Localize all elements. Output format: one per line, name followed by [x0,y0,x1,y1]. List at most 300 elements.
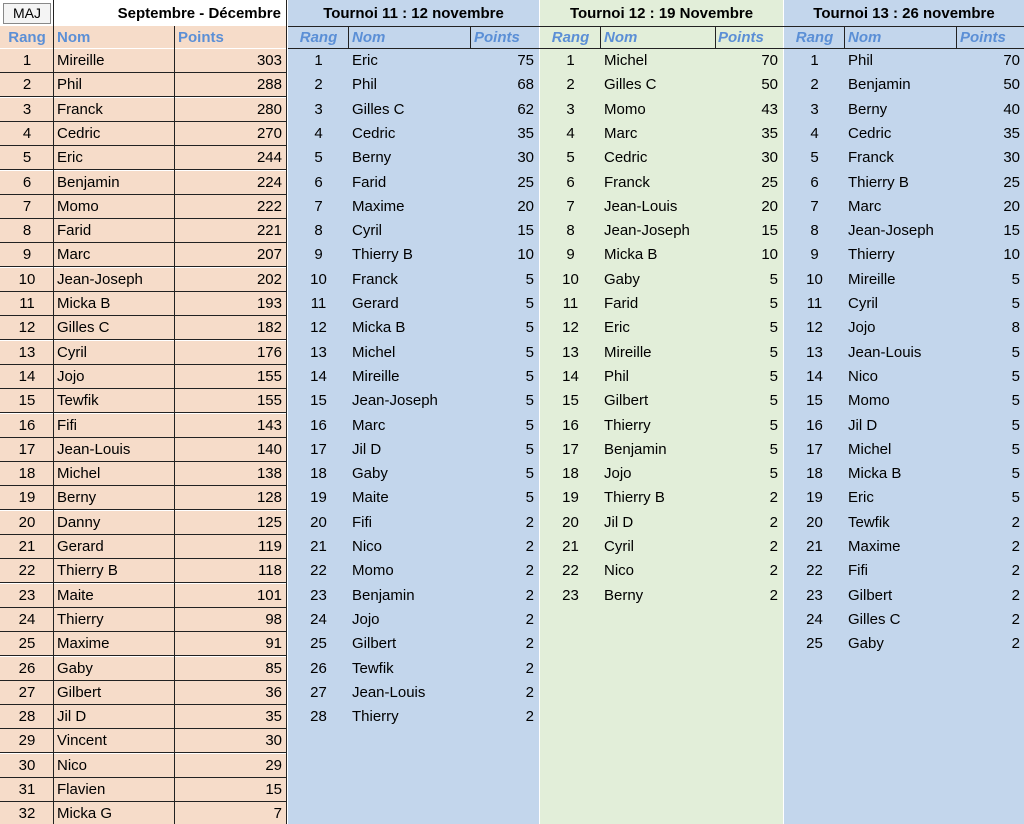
grid-line [348,26,349,49]
table-row [288,49,539,73]
rank-cell: 5 [22,149,32,167]
name-cell: Phil [848,52,874,69]
table-row [0,705,287,729]
rank-cell: 3 [22,100,32,118]
rank-cell: 4 [566,124,575,142]
table-row [288,146,539,170]
table-row [0,49,287,73]
points-cell: 50 [761,76,778,94]
points-cell: 68 [517,76,534,94]
rank-cell: 31 [18,781,36,798]
table-row [288,681,539,705]
name-cell: Michel [352,343,396,361]
table-row [540,486,783,510]
rank-cell: 2 [810,76,819,94]
title-divider [288,26,1024,27]
rank-cell: 13 [806,343,823,361]
name-cell: Jean-Louis [604,197,678,215]
table-row [0,146,287,170]
rank-cell: 22 [18,562,36,580]
table-row [288,705,539,729]
header-name: Nom [604,29,638,46]
table-row [288,559,539,583]
name-cell: Nico [604,562,635,580]
rank-cell: 16 [18,416,36,434]
points-cell: 10 [761,246,778,264]
points-cell: 98 [265,610,282,628]
table-row [0,122,287,146]
rank-cell: 9 [566,246,575,264]
table-row [540,584,783,608]
table-row [288,341,539,365]
grid-line [470,26,471,49]
name-cell: Franck [604,173,650,191]
rank-cell: 24 [806,610,823,628]
points-cell: 5 [769,270,778,288]
grid-line [174,26,175,824]
name-cell: Momo [57,197,99,215]
table-row [784,73,1024,97]
rank-cell: 17 [18,440,36,458]
points-cell: 176 [256,343,282,361]
header-rank: Rang [8,29,46,46]
rank-cell: 21 [806,538,823,555]
points-cell: 43 [761,100,778,118]
name-cell: Mireille [57,52,105,69]
name-cell: Micka B [848,465,902,483]
points-cell: 2 [525,538,534,555]
rank-cell: 30 [18,756,36,774]
rank-cell: 20 [562,513,579,531]
points-cell: 5 [525,295,534,312]
points-cell: 182 [256,319,282,337]
points-cell: 25 [1003,173,1020,191]
points-cell: 5 [525,319,534,337]
name-cell: Maxime [352,197,405,215]
name-cell: Thierry [604,416,651,434]
column-header-row [288,26,539,48]
rank-cell: 15 [18,392,36,410]
name-cell: Marc [604,124,638,142]
name-cell: Phil [604,367,630,385]
table-row [784,341,1024,365]
table-row [540,389,783,413]
name-cell: Thierry [848,246,895,264]
points-cell: 138 [256,465,282,483]
name-cell: Gilles C [57,319,110,337]
points-cell: 5 [525,440,534,458]
rank-cell: 8 [314,222,323,240]
rank-cell: 25 [18,635,36,653]
panel-title-row [784,0,1024,26]
name-cell: Thierry B [352,246,413,264]
table-row [784,608,1024,632]
rank-cell: 22 [310,562,327,580]
rank-cell: 16 [806,416,823,434]
name-cell: Gilles C [604,76,657,94]
points-cell: 101 [256,586,282,604]
table-row [540,462,783,486]
points-cell: 62 [517,100,534,118]
points-cell: 15 [265,781,282,798]
table-row [540,341,783,365]
rank-cell: 23 [806,586,823,604]
points-cell: 5 [525,392,534,410]
table-row [0,535,287,559]
header-points: Points [474,29,520,46]
points-cell: 202 [256,270,282,288]
points-cell: 5 [769,465,778,483]
header-rank: Rang [795,29,834,46]
header-name: Nom [352,29,386,46]
name-cell: Cedric [848,124,892,142]
rank-cell: 15 [562,392,579,410]
table-row [0,681,287,705]
name-cell: Thierry B [604,489,665,507]
points-cell: 2 [769,586,778,604]
points-cell: 118 [258,562,282,580]
table-row [288,486,539,510]
rank-cell: 18 [562,465,579,483]
table-row [0,511,287,535]
name-cell: Micka G [57,805,113,823]
name-cell: Gilles C [848,610,901,628]
points-cell: 2 [1011,610,1020,628]
rank-cell: 7 [22,197,32,215]
rank-cell: 25 [806,635,823,653]
table-row [784,98,1024,122]
points-cell: 5 [1011,270,1020,288]
rank-cell: 15 [310,392,327,410]
rank-cell: 1 [810,52,819,69]
rank-cell: 24 [310,610,327,628]
name-cell: Jil D [604,513,634,531]
points-cell: 85 [265,659,282,677]
points-cell: 2 [1011,562,1020,580]
points-cell: 193 [256,295,282,312]
maj-button[interactable]: MAJ [3,3,51,24]
name-cell: Vincent [57,732,107,750]
rank-cell: 20 [310,513,327,531]
table-row [0,486,287,510]
points-cell: 5 [1011,343,1020,361]
points-cell: 2 [525,659,534,677]
name-cell: Gerard [57,538,104,555]
points-cell: 140 [256,440,282,458]
panel-title: Tournoi 13 : 26 novembre [813,5,995,22]
name-cell: Eric [604,319,630,337]
rank-cell: 18 [310,465,327,483]
name-cell: Jean-Louis [352,683,426,701]
points-cell: 30 [1003,149,1020,167]
rank-cell: 23 [562,586,579,604]
name-cell: Thierry B [848,173,909,191]
rank-cell: 9 [314,246,323,264]
table-row [540,171,783,195]
name-cell: Gaby [848,635,884,653]
name-cell: Nico [848,367,879,385]
points-cell: 2 [769,538,778,555]
points-cell: 15 [761,222,778,240]
name-cell: Jean-Joseph [848,222,934,240]
name-cell: Fifi [352,513,372,531]
rank-cell: 12 [806,319,823,337]
table-row [784,414,1024,438]
points-cell: 35 [761,124,778,142]
name-cell: Mireille [352,367,400,385]
table-row [288,219,539,243]
table-row [288,608,539,632]
table-row [540,268,783,292]
table-row [288,535,539,559]
rank-cell: 5 [810,149,819,167]
column-header-row [0,26,287,48]
header-divider [288,48,1024,49]
name-cell: Flavien [57,781,106,798]
points-cell: 35 [517,124,534,142]
points-cell: 20 [761,197,778,215]
table-row [288,292,539,316]
panel-overall-ranking [0,0,287,824]
table-row [0,608,287,632]
rank-cell: 8 [810,222,819,240]
rank-cell: 2 [566,76,575,94]
rank-cell: 1 [22,52,32,69]
rank-cell: 20 [806,513,823,531]
table-row [784,219,1024,243]
table-row [784,146,1024,170]
points-cell: 25 [761,173,778,191]
points-cell: 20 [1003,197,1020,215]
points-cell: 10 [1003,246,1020,264]
rank-cell: 17 [806,440,823,458]
table-row [784,511,1024,535]
table-row [784,584,1024,608]
rank-cell: 2 [22,76,32,94]
points-cell: 5 [1011,416,1020,434]
points-cell: 2 [525,635,534,653]
table-row [784,122,1024,146]
rank-cell: 10 [310,270,327,288]
table-row [0,414,287,438]
rank-cell: 2 [314,76,323,94]
table-row [540,365,783,389]
column-header-row [784,26,1024,48]
rank-cell: 7 [314,197,323,215]
rank-cell: 32 [18,805,36,823]
table-row [0,754,287,778]
rank-cell: 28 [18,708,36,726]
rank-cell: 3 [810,100,819,118]
grid-line [715,26,716,49]
rank-cell: 29 [18,732,36,750]
table-row [288,73,539,97]
grid-line [53,26,54,824]
name-cell: Franck [57,100,103,118]
points-cell: 75 [517,52,534,69]
name-cell: Marc [848,197,882,215]
name-cell: Eric [352,52,378,69]
name-cell: Tewfik [352,659,394,677]
rank-cell: 23 [310,586,327,604]
table-row [0,657,287,681]
points-cell: 5 [1011,392,1020,410]
rank-cell: 19 [310,489,327,507]
table-row [784,365,1024,389]
points-cell: 5 [1011,465,1020,483]
name-cell: Marc [57,246,91,264]
name-cell: Benjamin [604,440,667,458]
grid-line [286,0,287,824]
rank-cell: 3 [314,100,323,118]
name-cell: Farid [57,222,92,240]
points-cell: 5 [769,392,778,410]
name-cell: Berny [604,586,644,604]
panel-tournoi-11 [288,0,539,824]
table-row [540,195,783,219]
table-row [540,98,783,122]
points-cell: 5 [525,367,534,385]
table-row [288,389,539,413]
points-cell: 30 [761,149,778,167]
name-cell: Cyril [57,343,87,361]
points-cell: 40 [1003,100,1020,118]
header-rank: Rang [299,29,338,46]
rank-cell: 19 [18,489,36,507]
points-cell: 5 [525,416,534,434]
points-cell: 5 [525,343,534,361]
points-cell: 5 [1011,367,1020,385]
points-cell: 2 [525,586,534,604]
points-cell: 91 [265,635,282,653]
table-row [784,49,1024,73]
name-cell: Jean-Joseph [57,270,143,288]
rank-cell: 11 [310,295,327,312]
points-cell: 2 [525,610,534,628]
header-points: Points [178,29,224,46]
rank-cell: 27 [18,683,36,701]
table-row [288,316,539,340]
rank-cell: 24 [18,610,36,628]
name-cell: Micka B [352,319,406,337]
points-cell: 36 [265,683,282,701]
rank-cell: 10 [806,270,823,288]
rank-cell: 1 [314,52,323,69]
points-cell: 155 [256,392,282,410]
table-row [784,486,1024,510]
rank-cell: 13 [562,343,579,361]
points-cell: 5 [1011,295,1020,312]
rank-cell: 8 [22,222,32,240]
name-cell: Phil [57,76,83,94]
table-row [288,98,539,122]
name-cell: Jean-Joseph [604,222,690,240]
rank-cell: 11 [19,295,35,312]
table-row [0,632,287,656]
name-cell: Gilbert [57,683,102,701]
table-row [288,462,539,486]
rank-cell: 17 [562,440,579,458]
table-row [288,414,539,438]
table-row [288,584,539,608]
rank-cell: 4 [314,124,323,142]
column-header-row [540,26,783,48]
table-row [0,195,287,219]
name-cell: Thierry B [57,562,118,580]
name-cell: Gilles C [352,100,405,118]
name-cell: Cyril [604,538,634,555]
name-cell: Farid [352,173,387,191]
rank-cell: 10 [562,270,579,288]
name-cell: Maxime [848,538,901,555]
points-cell: 5 [525,489,534,507]
rank-cell: 6 [314,173,323,191]
points-cell: 5 [1011,440,1020,458]
points-cell: 280 [256,100,282,118]
name-cell: Cedric [352,124,396,142]
table-row [784,632,1024,656]
table-row [288,632,539,656]
name-cell: Eric [848,489,874,507]
name-cell: Jojo [604,465,632,483]
table-row [540,219,783,243]
table-row [784,438,1024,462]
table-row [0,729,287,753]
rank-cell: 5 [314,149,323,167]
points-cell: 2 [1011,586,1020,604]
points-cell: 125 [256,513,282,531]
table-row [0,316,287,340]
points-cell: 35 [265,708,282,726]
table-row [0,243,287,267]
name-cell: Jean-Joseph [352,392,438,410]
rank-cell: 8 [566,222,575,240]
header-name: Nom [57,29,91,46]
points-cell: 155 [256,367,282,385]
table-row [0,438,287,462]
points-cell: 5 [525,465,534,483]
points-cell: 207 [256,246,282,264]
rank-cell: 19 [806,489,823,507]
name-cell: Mireille [848,270,896,288]
table-row [784,462,1024,486]
name-cell: Jojo [848,319,876,337]
name-cell: Benjamin [57,173,120,191]
header-points: Points [960,29,1006,46]
rank-cell: 16 [562,416,579,434]
name-cell: Michel [604,52,648,69]
name-cell: Gerard [352,295,399,312]
table-row [540,535,783,559]
rank-cell: 15 [806,392,823,410]
name-cell: Fifi [848,562,868,580]
table-row [540,511,783,535]
rank-cell: 20 [18,513,36,531]
header-rank: Rang [551,29,590,46]
table-row [0,292,287,316]
points-cell: 5 [769,440,778,458]
table-row [288,365,539,389]
points-cell: 5 [769,416,778,434]
table-row [0,341,287,365]
rank-cell: 22 [806,562,823,580]
table-row [540,292,783,316]
rank-cell: 21 [18,538,36,555]
points-cell: 15 [1003,222,1020,240]
table-row [0,462,287,486]
table-row [540,316,783,340]
grid-line [844,26,845,49]
